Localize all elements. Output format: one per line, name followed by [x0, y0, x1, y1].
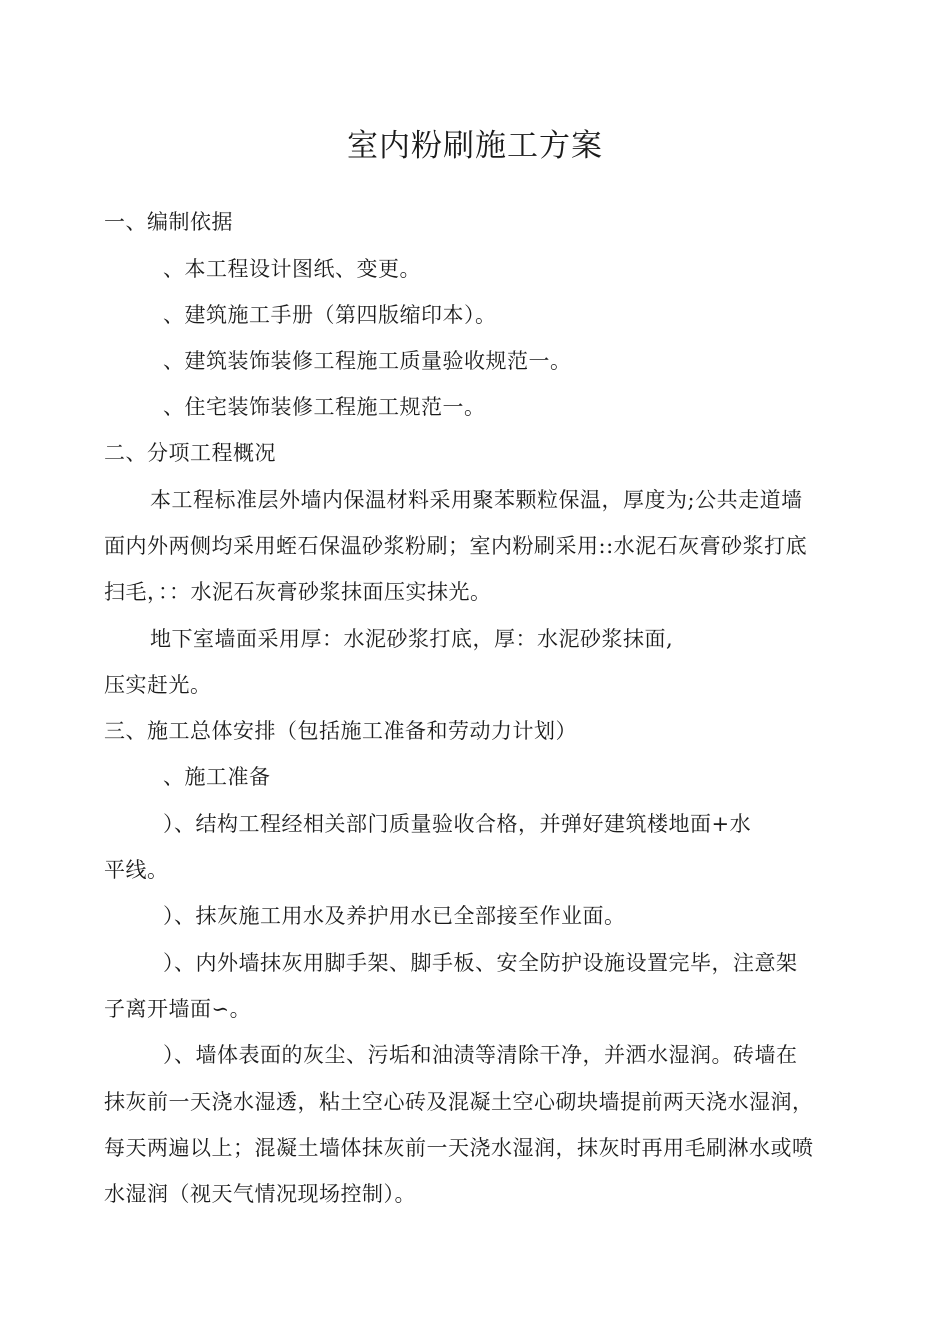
paragraph-line: 抹灰前一天浇水湿透，粘土空心砖及混凝土空心砌块墙提前两天浇水湿润， — [104, 1090, 814, 1114]
section-heading: 一、编制依据 — [104, 210, 233, 234]
paragraph-line: 面内外两侧均采用蛭石保温砂浆粉刷；室内粉刷采用::水泥石灰膏砂浆打底 — [104, 534, 808, 558]
list-item: 、建筑装饰装修工程施工质量验收规范一。 — [163, 349, 572, 373]
paragraph-line: 平线。 — [104, 858, 169, 882]
paragraph-line: 本工程标准层外墙内保温材料采用聚苯颗粒保温，厚度为;公共走道墙 — [150, 488, 803, 512]
list-item: 、本工程设计图纸、变更。 — [163, 257, 421, 281]
list-item: ）、墙体表面的灰尘、污垢和油渍等清除干净，并洒水湿润。砖墙在 — [163, 1043, 798, 1067]
paragraph-line: 扫毛，：：水泥石灰膏砂浆抹面压实抹光。 — [104, 580, 492, 604]
paragraph-line: 压实赶光。 — [104, 673, 212, 697]
page-title: 室内粉刷施工方案 — [347, 128, 603, 164]
paragraph-line: 每天两遍以上；混凝土墙体抹灰前一天浇水湿润，抹灰时再用毛刷淋水或喷 — [104, 1136, 814, 1160]
subsection-heading: 、施工准备 — [163, 765, 271, 789]
paragraph-line: 水湿润（视天气情况现场控制）。 — [104, 1182, 416, 1206]
paragraph-line: 地下室墙面采用厚：水泥砂浆打底，厚：水泥砂浆抹面, — [150, 627, 674, 651]
list-item: 、建筑施工手册（第四版缩印本）。 — [163, 303, 497, 327]
paragraph-line: 子离开墙面∽。 — [104, 997, 252, 1021]
section-heading: 二、分项工程概况 — [104, 441, 276, 465]
list-item: ）、结构工程经相关部门质量验收合格，并弹好建筑楼地面+水 — [163, 812, 752, 836]
list-item: ）、抹灰施工用水及养护用水已全部接至作业面。 — [163, 904, 626, 928]
section-heading: 三、施工总体安排（包括施工准备和劳动力计划） — [104, 719, 577, 743]
list-item: 、住宅装饰装修工程施工规范一。 — [163, 395, 486, 419]
list-item: ）、内外墙抹灰用脚手架、脚手板、安全防护设施设置完毕，注意架 — [163, 951, 798, 975]
